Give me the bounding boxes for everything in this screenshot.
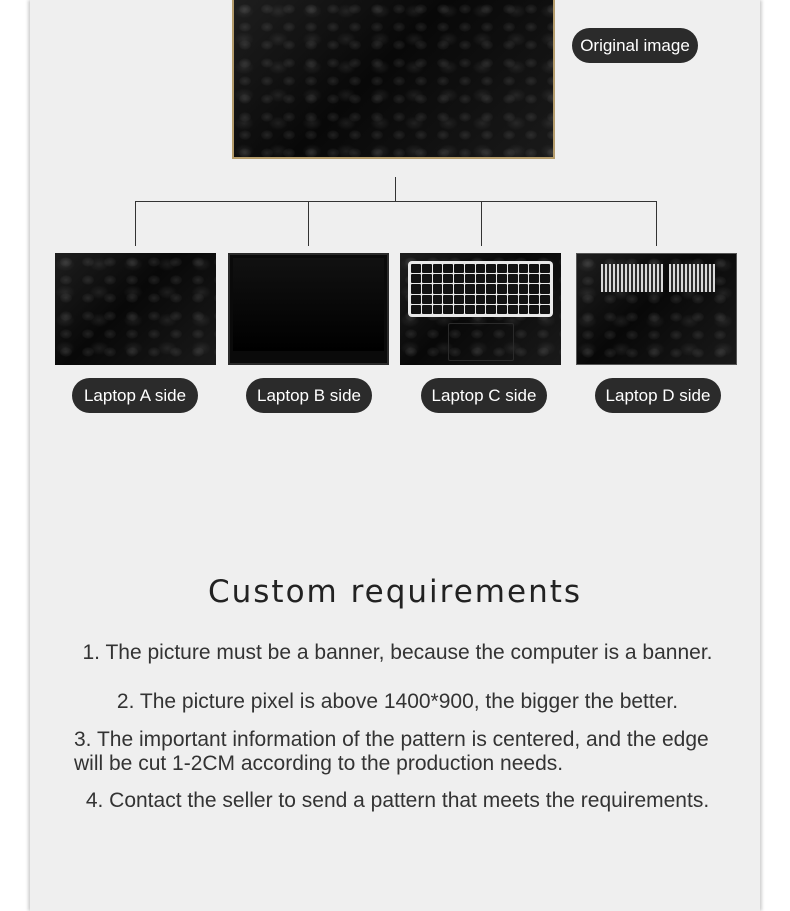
keyboard-key bbox=[433, 274, 443, 283]
keyboard-key bbox=[529, 295, 539, 304]
keyboard-key bbox=[508, 284, 518, 293]
vent-left bbox=[601, 264, 663, 292]
keyboard-key bbox=[476, 305, 486, 314]
keyboard-key bbox=[540, 284, 550, 293]
connector-d bbox=[656, 201, 657, 246]
original-crocodile-image bbox=[232, 0, 555, 159]
requirement-4: 4. Contact the seller to send a pattern that meets the requirements. bbox=[85, 789, 710, 812]
keyboard-key bbox=[540, 295, 550, 304]
keyboard-key bbox=[443, 264, 453, 273]
keyboard-key bbox=[443, 284, 453, 293]
laptop-b-side-image bbox=[228, 253, 389, 365]
keyboard-key bbox=[476, 274, 486, 283]
touchpad bbox=[448, 323, 514, 361]
connector-stem bbox=[395, 177, 396, 201]
keyboard-key bbox=[443, 274, 453, 283]
keyboard-key bbox=[529, 305, 539, 314]
keyboard-key bbox=[497, 274, 507, 283]
keyboard-key bbox=[476, 284, 486, 293]
keyboard-key bbox=[508, 305, 518, 314]
laptop-d-side-image bbox=[576, 253, 737, 365]
keyboard-key bbox=[486, 295, 496, 304]
vent-right bbox=[669, 264, 715, 292]
keyboard-key bbox=[422, 295, 432, 304]
keyboard-key bbox=[454, 284, 464, 293]
laptop-d-side-label: Laptop D side bbox=[595, 378, 721, 413]
keyboard-key bbox=[486, 274, 496, 283]
keyboard-key bbox=[422, 274, 432, 283]
laptop-b-side-label: Laptop B side bbox=[246, 378, 372, 413]
keyboard-key bbox=[476, 295, 486, 304]
keyboard-key bbox=[519, 284, 529, 293]
connector-b bbox=[308, 201, 309, 246]
keyboard-key bbox=[411, 274, 421, 283]
keyboard-key bbox=[519, 274, 529, 283]
keyboard-key bbox=[465, 284, 475, 293]
keyboard-key bbox=[411, 295, 421, 304]
keyboard-key bbox=[411, 284, 421, 293]
keyboard-key bbox=[465, 264, 475, 273]
keyboard-key bbox=[519, 295, 529, 304]
keyboard-key bbox=[433, 295, 443, 304]
keyboard-key bbox=[497, 305, 507, 314]
keyboard-key bbox=[508, 274, 518, 283]
keyboard-key bbox=[540, 274, 550, 283]
keyboard-key bbox=[486, 284, 496, 293]
keyboard-key bbox=[433, 264, 443, 273]
keyboard-key bbox=[486, 305, 496, 314]
keyboard-key bbox=[465, 305, 475, 314]
keyboard-key bbox=[422, 264, 432, 273]
keyboard-key bbox=[497, 295, 507, 304]
keyboard-key bbox=[443, 305, 453, 314]
requirement-1: 1. The picture must be a banner, because the computer is a banner. bbox=[82, 641, 713, 664]
keyboard-key bbox=[443, 295, 453, 304]
keyboard-key bbox=[508, 295, 518, 304]
keyboard-key bbox=[411, 305, 421, 314]
keyboard-key bbox=[540, 305, 550, 314]
keyboard-key bbox=[454, 264, 464, 273]
keyboard-key bbox=[519, 305, 529, 314]
keyboard-key bbox=[422, 284, 432, 293]
keyboard-key bbox=[454, 295, 464, 304]
keyboard-key bbox=[411, 264, 421, 273]
laptop-a-side-image bbox=[55, 253, 216, 365]
laptop-screen bbox=[233, 258, 384, 351]
keyboard-key bbox=[529, 284, 539, 293]
keyboard-key bbox=[476, 264, 486, 273]
keyboard-key bbox=[465, 295, 475, 304]
keyboard-key bbox=[529, 264, 539, 273]
custom-requirements-title: Custom requirements bbox=[207, 574, 583, 610]
keyboard-key bbox=[497, 264, 507, 273]
keyboard-key bbox=[519, 264, 529, 273]
connector-c bbox=[481, 201, 482, 246]
keyboard-key bbox=[529, 274, 539, 283]
keyboard-key bbox=[454, 274, 464, 283]
laptop-c-side-image bbox=[400, 253, 561, 365]
original-image-label: Original image bbox=[572, 28, 698, 63]
connector-bar bbox=[135, 201, 657, 202]
laptop-a-side-label: Laptop A side bbox=[72, 378, 198, 413]
keyboard-key bbox=[454, 305, 464, 314]
keyboard-key bbox=[540, 264, 550, 273]
keyboard-key bbox=[433, 305, 443, 314]
keyboard-key bbox=[486, 264, 496, 273]
keyboard-key bbox=[433, 284, 443, 293]
keyboard-key bbox=[422, 305, 432, 314]
keyboard-key bbox=[497, 284, 507, 293]
requirement-2: 2. The picture pixel is above 1400*900, the bigger the better. bbox=[116, 690, 679, 713]
keyboard bbox=[408, 261, 553, 317]
keyboard-key bbox=[465, 274, 475, 283]
connector-a bbox=[135, 201, 136, 246]
laptop-c-side-label: Laptop C side bbox=[421, 378, 547, 413]
keyboard-key bbox=[508, 264, 518, 273]
requirement-3: 3. The important information of the pattern is centered, and the edge will be cut 1-2CM according to the production needs. bbox=[74, 728, 709, 775]
